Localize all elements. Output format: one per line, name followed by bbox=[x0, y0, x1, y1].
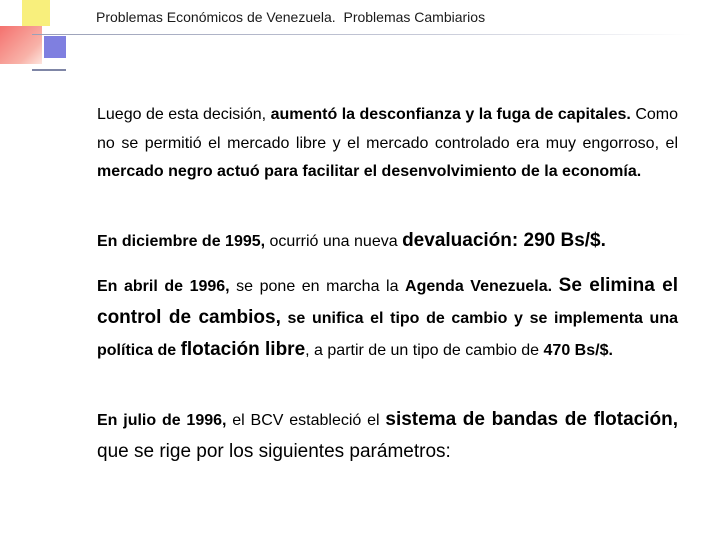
date-label: En julio de 1996, bbox=[97, 412, 227, 429]
text-emphasis: mercado negro actuó para facilitar el desenvolvimiento de la economía. bbox=[97, 163, 642, 180]
text-emphasis: aumentó la desconfianza y la fuga de capitales. bbox=[270, 106, 631, 123]
accent-rule bbox=[32, 69, 66, 71]
page-title: Problemas Económicos de Venezuela. Problemas Cambiarios bbox=[96, 9, 486, 25]
text-segment: Como no se permitió el mercado libre y el mercado controlado era muy engorroso, el bbox=[97, 106, 678, 152]
decor-red-square bbox=[0, 26, 42, 64]
paragraph-julio-1996 bbox=[97, 404, 678, 468]
text-emphasis: Agenda Venezuela. bbox=[405, 278, 553, 295]
text-segment: se pone en marcha la bbox=[236, 278, 399, 295]
text-segment: Luego de esta decisión, bbox=[97, 106, 267, 123]
date-label: En abril de 1996, bbox=[97, 278, 230, 295]
paragraph-desconfianza bbox=[97, 101, 678, 187]
text-emphasis: flotación libre bbox=[180, 339, 306, 360]
title-rule bbox=[32, 34, 692, 35]
decor-yellow-square bbox=[22, 0, 50, 26]
text-emphasis: se unifica el tipo de cambio y se implementa una política de bbox=[97, 310, 679, 359]
text-segment: el BCV estableció el bbox=[232, 412, 380, 429]
text-segment: ocurrió una nueva bbox=[269, 233, 398, 250]
date-label: En diciembre de 1995, bbox=[97, 233, 266, 250]
decor-blue-square bbox=[44, 36, 66, 58]
text-emphasis: devaluación: 290 Bs/$. bbox=[402, 230, 606, 251]
text-emphasis: sistema de bandas de flotación, bbox=[385, 409, 679, 430]
text-emphasis: Se elimina el control de cambios, bbox=[97, 275, 678, 328]
text-segment: que se rige por los siguientes parámetros: bbox=[97, 441, 451, 462]
paragraph-diciembre-1995 bbox=[97, 229, 678, 254]
text-emphasis: 470 Bs/$. bbox=[543, 342, 613, 359]
text-segment: , a partir de un tipo de cambio de bbox=[305, 342, 540, 359]
paragraph-abril-1996 bbox=[97, 270, 678, 366]
